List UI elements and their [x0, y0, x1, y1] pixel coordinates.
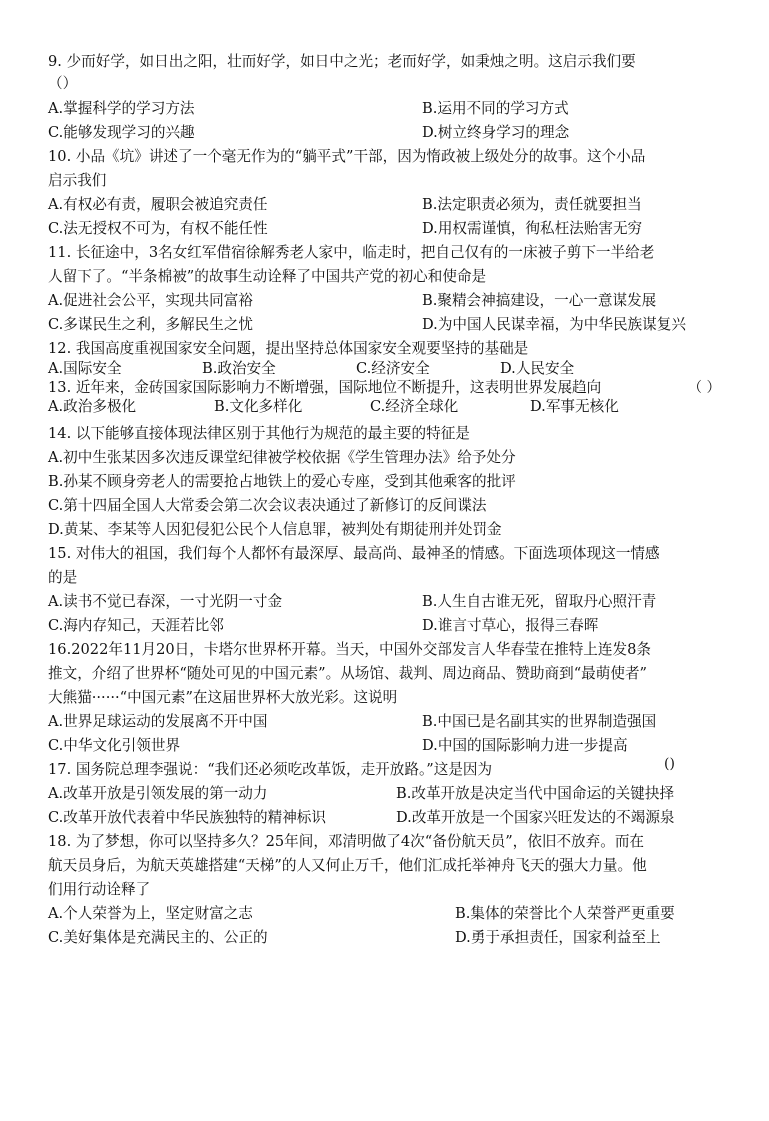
q16-stem-line-3: 大熊猫······“中国元素”在这届世界杯大放光彩。这说明	[48, 689, 398, 706]
q10-option-d: D.用权需谨慎，徇私枉法贻害无穷	[422, 220, 643, 237]
q18-option-c: C.美好集体是充满民主的、公正的	[48, 929, 268, 946]
q18-stem-line-3: 们用行动诠释了	[48, 881, 151, 898]
q11-stem-line-1: 11. 长征途中，3名女红军借宿徐解秀老人家中，临走时，把自己仅有的一床被子剪下一半给老	[48, 244, 655, 261]
q11-stem-line-2: 人留下了。“半条棉被”的故事生动诠释了中国共产党的初心和使命是	[48, 268, 487, 285]
q12-stem-line-1: 12. 我国高度重视国家安全问题，提出坚持总体国家安全观要坚持的基础是	[48, 340, 529, 357]
q16-option-a: A.世界足球运动的发展离不开中国	[48, 713, 268, 730]
q18-stem-line-2: 航天员身后，为航天英雄搭建“天梯”的人又何止万千，他们汇成托举神舟飞天的强大力量。他	[48, 857, 647, 874]
q10-stem-line-2: 启示我们	[48, 172, 107, 189]
q10-option-b: B.法定职责必须为，责任就要担当	[422, 196, 642, 213]
q13-option-c: C.经济全球化	[370, 398, 459, 415]
q11-option-b: B.聚精会神搞建设，一心一意谋发展	[422, 292, 657, 309]
q11-option-a: A.促进社会公平，实现共同富裕	[48, 292, 253, 309]
q11-option-c: C.多谋民生之利，多解民生之忧	[48, 316, 254, 333]
q18-option-d: D.勇于承担责任，国家利益至上	[455, 929, 661, 946]
q18-stem-line-1: 18. 为了梦想，你可以坚持多久？25年间，邓清明做了4次“备份航天员”，依旧不放弃。而在	[48, 833, 645, 850]
q9-option-b: B.运用不同的学习方式	[422, 100, 569, 117]
q9-answer-paren: （）	[48, 75, 78, 92]
q12-option-c: C.经济安全	[356, 360, 430, 377]
q13-option-b: B.文化多样化	[214, 398, 303, 415]
q17-option-d: D.改革开放是一个国家兴旺发达的不竭源泉	[396, 809, 675, 826]
q15-option-d: D.谁言寸草心，报得三春晖	[422, 617, 599, 634]
q14-option-d: D.黄某、李某等人因犯侵犯公民个人信息罪，被判处有期徒刑并处罚金	[48, 521, 502, 538]
q16-stem-line-1: 16.2022年11月20日，卡塔尔世界杯开幕。当天，中国外交部发言人华春莹在推特上连发8条	[48, 641, 651, 658]
q16-stem-line-2: 推文，介绍了世界杯“随处可见的中国元素”。从场馆、裁判、周边商品、赞助商到“最萌使者”	[48, 665, 648, 682]
q12-option-a: A.国际安全	[48, 360, 122, 377]
q15-option-a: A.读书不觉已春深，一寸光阴一寸金	[48, 593, 283, 610]
q13-option-d: D.军事无核化	[530, 398, 619, 415]
q16-option-b: B.中国已是名副其实的世界制造强国	[422, 713, 657, 730]
q17-answer-paren: ()	[664, 756, 675, 772]
q13-stem-line-1: 13. 近年来，金砖国家国际影响力不断增强，国际地位不断提升，这表明世界发展趋向	[48, 379, 602, 396]
q17-stem-line-1: 17. 国务院总理李强说：“我们还必须吃改革饭，走开放路。”这是因为	[48, 761, 493, 778]
q10-option-c: C.法无授权不可为，有权不能任性	[48, 220, 268, 237]
q10-option-a: A.有权必有责，履职会被追究责任	[48, 196, 268, 213]
q10-stem-line-1: 10. 小品《坑》讲述了一个毫无作为的“躺平式”干部，因为惰政被上级处分的故事。这个小品	[48, 148, 646, 165]
q9-option-a: A.掌握科学的学习方法	[48, 100, 195, 117]
q14-stem-line-1: 14. 以下能够直接体现法律区别于其他行为规范的最主要的特征是	[48, 425, 470, 442]
q14-option-a: A.初中生张某因多次违反课堂纪律被学校依据《学生管理办法》给予处分	[48, 449, 516, 466]
q16-option-c: C.中华文化引领世界	[48, 737, 181, 754]
q9-option-d: D.树立终身学习的理念	[422, 124, 570, 141]
q17-option-a: A.改革开放是引领发展的第一动力	[48, 785, 268, 802]
q16-option-d: D.中国的国际影响力进一步提高	[422, 737, 628, 754]
q15-option-c: C.海内存知己，天涯若比邻	[48, 617, 224, 634]
q14-option-c: C.第十四届全国人大常委会第二次会议表决通过了新修订的反间谍法	[48, 497, 487, 514]
q15-stem-line-1: 15. 对伟大的祖国，我们每个人都怀有最深厚、最高尚、最神圣的情感。下面选项体现这一情感	[48, 545, 660, 562]
q14-option-b: B.孙某不顾身旁老人的需要抢占地铁上的爱心专座，受到其他乘客的批评	[48, 473, 516, 490]
q11-option-d: D.为中国人民谋幸福，为中华民族谋复兴	[422, 316, 686, 333]
q17-option-b: B.改革开放是决定当代中国命运的关键抉择	[396, 785, 675, 802]
q15-stem-line-2: 的是	[48, 569, 78, 586]
q9-option-c: C.能够发现学习的兴趣	[48, 124, 195, 141]
q18-option-b: B.集体的荣誉比个人荣誉严更重要	[455, 905, 675, 922]
q15-option-b: B.人生自古谁无死，留取丹心照汗青	[422, 593, 657, 610]
q17-option-c: C.改革开放代表着中华民族独特的精神标识	[48, 809, 326, 826]
q18-option-a: A.个人荣誉为上，坚定财富之志	[48, 905, 253, 922]
q9-stem-line-1: 9. 少而好学，如日出之阳，壮而好学，如日中之光；老而好学，如秉烛之明。这启示我们要	[48, 53, 636, 70]
q12-option-d: D.人民安全	[500, 360, 575, 377]
q12-option-b: B.政治安全	[202, 360, 276, 377]
q13-option-a: A.政治多极化	[48, 398, 137, 415]
q13-answer-paren: （ ）	[688, 380, 721, 396]
